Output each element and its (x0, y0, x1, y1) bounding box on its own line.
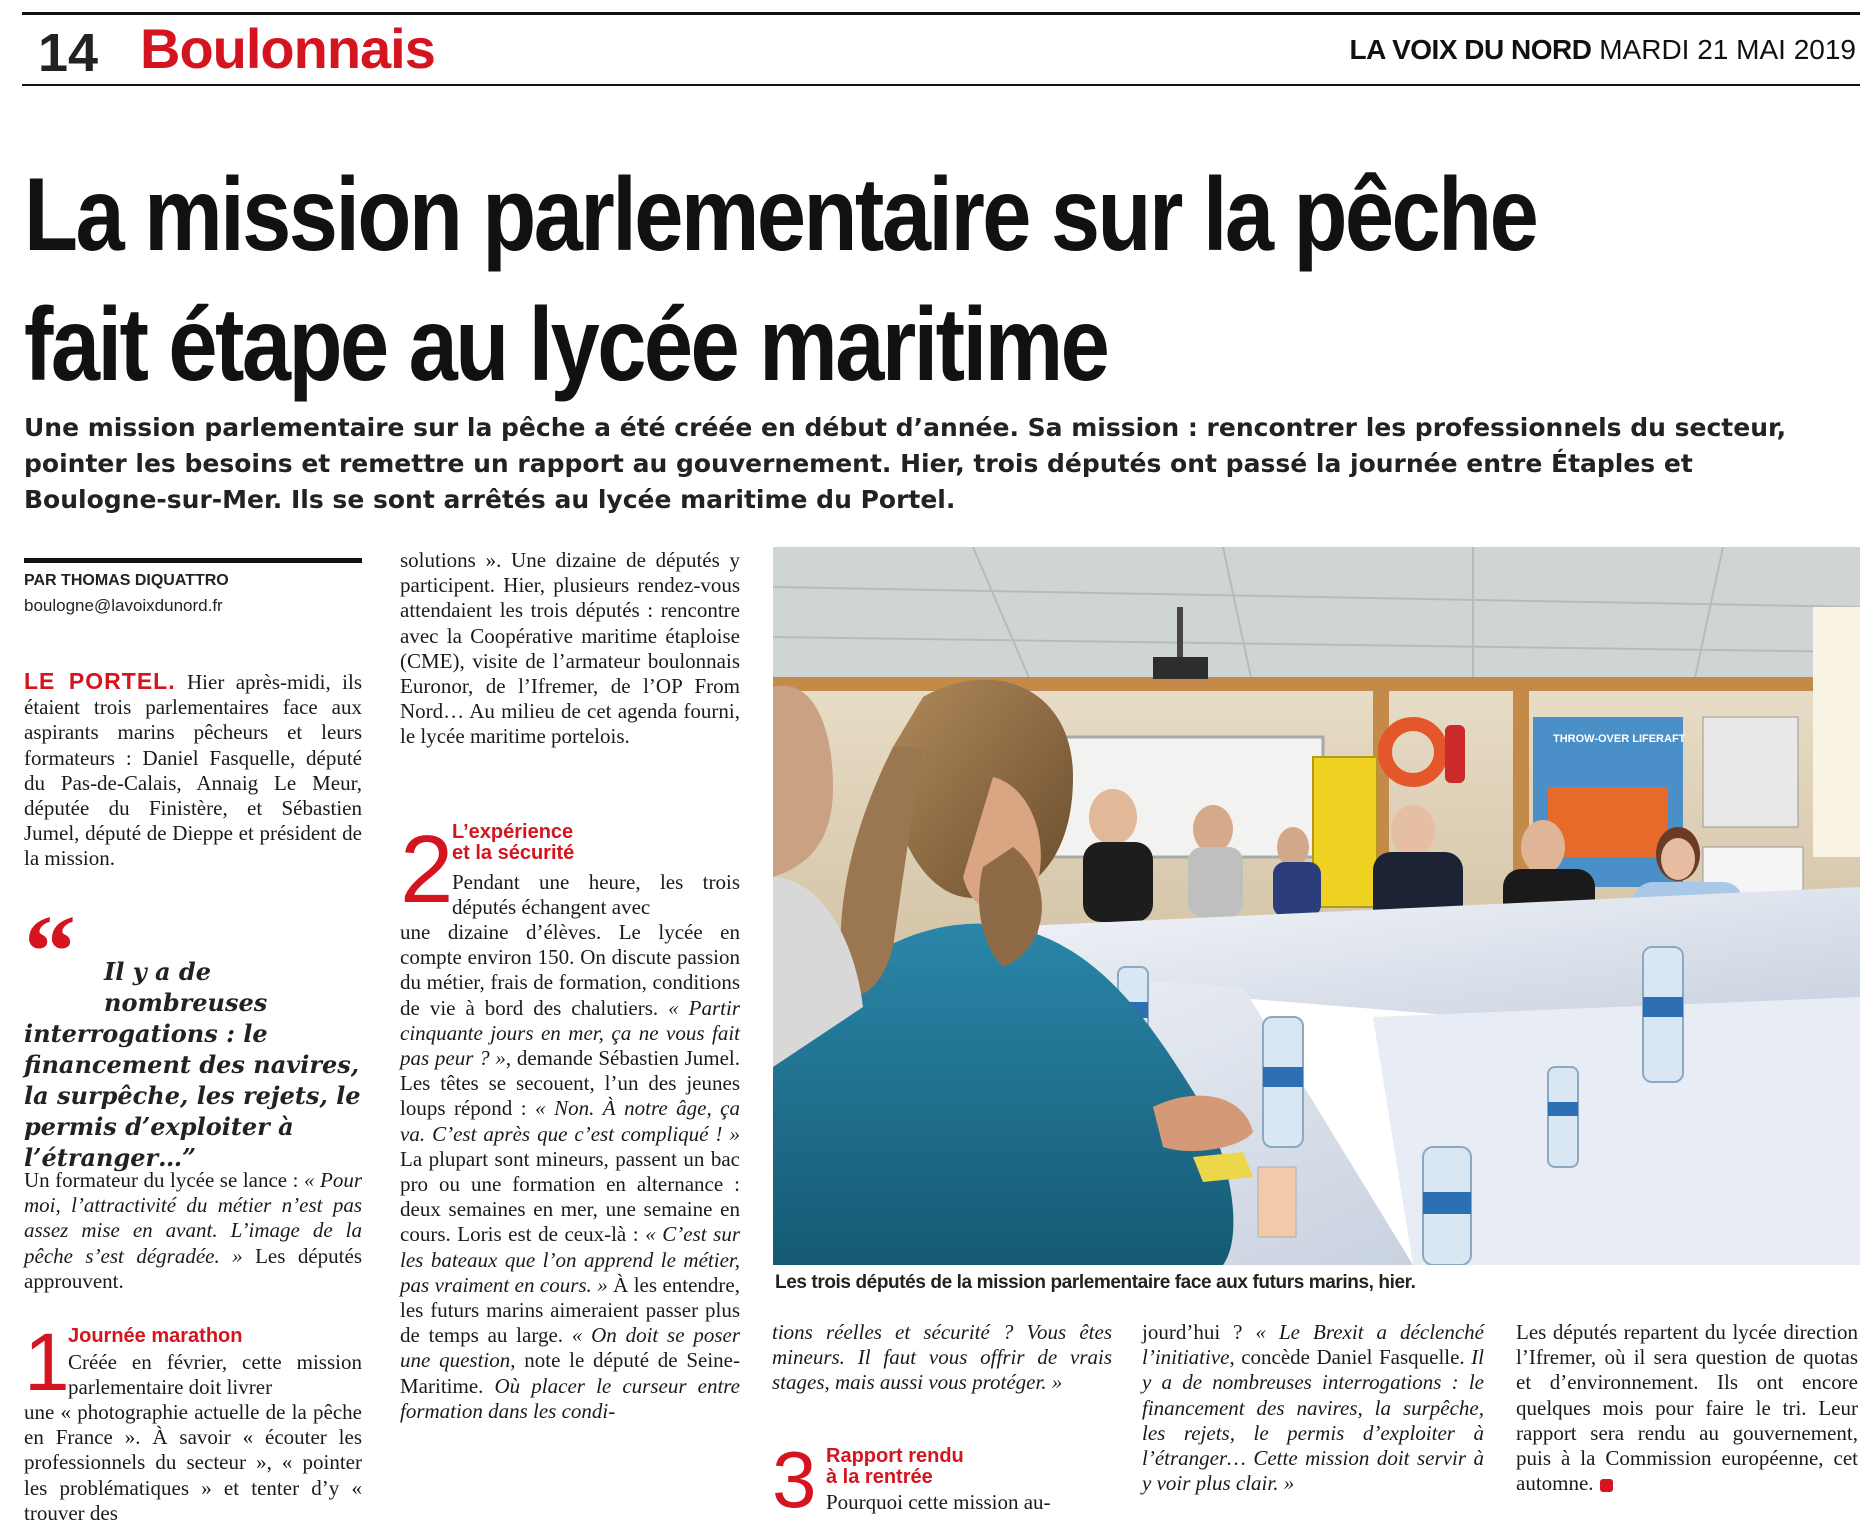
headline: La mission parlementaire sur la pêche fait étape au lycée maritime (24, 157, 1537, 403)
body-quote: Il y a de nombreuses interrogations : le financement des navires, la surpêche, les rejets, le permis d’exploiter à l’étranger… Cette mission doit servir à y voir plus clair. » (1142, 1345, 1484, 1496)
photo-caption: Les trois députés de la mission parlementaire face aux futurs marins, hier. (775, 1272, 1416, 1293)
section1-body-continued (24, 1400, 362, 1526)
byline-author: PAR THOMAS DIQUATTRO (24, 572, 229, 589)
section-number: 3 (772, 1435, 817, 1524)
body-text: À les entendre, les futurs marins aimeraient passer plus de temps au large. (400, 1272, 740, 1348)
body-text: Pendant une heure, les trois députés échangent avec (452, 870, 740, 920)
section-title-line: L’expérience (452, 821, 574, 843)
column5-body (1516, 1320, 1858, 1496)
intro-text: Hier après-midi, ils étaient trois parlementaires face aux aspirants marins pêcheurs et leurs formateurs : Daniel Fasquelle, député du Pas-de-Calais, Annaig Le Meur, députée du Finistère, et Sébastien Jumel, député de Dieppe et président de la mission. (24, 670, 363, 871)
body-text: Les députés repartent du lycée direction l’Ifremer, où il sera question de quotas et d’environnement. Ils ont encore quelques mois pour faire le tri. Leur rapport sera rendu au gouvernement, puis à la Commission européenne, cet automne. (1516, 1320, 1858, 1496)
body-text: Pourquoi cette mission au- (826, 1490, 1051, 1514)
byline-rule (24, 558, 362, 563)
masthead (1350, 34, 1856, 66)
poster-text: THROW-OVER LIFERAFT (1553, 733, 1686, 745)
body-quote: « Le Brexit a déclenché l’initiative (1142, 1320, 1484, 1370)
article-photo (773, 547, 1860, 1265)
dateline: LE PORTEL. (24, 668, 176, 694)
header-top-rule (22, 12, 1860, 15)
quote-mark-icon: “ (24, 894, 68, 1009)
section2-body-continued (400, 920, 740, 1424)
body-quote: tions réelles et sécurité ? Vous êtes mineurs. Il faut vous offrir de vrais stages, mais aussi vous protéger. » (772, 1320, 1112, 1395)
pull-quote (24, 956, 369, 1173)
body-text: , note le député de Seine-Maritime. (400, 1348, 740, 1398)
page-number: 14 (38, 23, 99, 83)
body-text: Un formateur du lycée se lance : (24, 1168, 304, 1192)
section-title-line: à la rentrée (826, 1466, 933, 1488)
section-title-line: Rapport rendu (826, 1445, 964, 1467)
section1-body (68, 1350, 362, 1400)
column1-body (24, 1168, 362, 1294)
body-text: La plupart sont mineurs, passent un bac pro ou une formation en alternance : deux semaines en mer, une semaine en cours. Loris est de ceux-là : (400, 1146, 740, 1247)
section-title-line: et la sécurité (452, 842, 575, 864)
section3-body (826, 1490, 1112, 1515)
section-title-3 (826, 1446, 964, 1488)
column4-body (1142, 1320, 1484, 1496)
body-text: , demande Sébastien Jumel. Les têtes se secouent, l’un des jeunes loups répond : (400, 1046, 740, 1121)
body-quote: « C’est sur les bateaux que l’on apprend le métier, pas vraiment en cours. » (400, 1222, 740, 1297)
body-quote: Où placer le curseur entre formation dans les condi- (400, 1373, 740, 1423)
pull-quote-line1: Il y a de nombreuses (104, 957, 268, 1017)
standfirst: Une mission parlementaire sur la pêche a été créée en début d’année. Sa mission : rencontrer les professionnels du secteur, pointer les besoins et remettre un rapport au gouvernement. Hier, trois députés ont passé la journée entre Étaples et Boulogne-sur-Mer. Ils se sont arrêtés au lycée maritime du Portel. (24, 413, 1787, 514)
header-bottom-rule (22, 84, 1860, 86)
column3-body (772, 1320, 1112, 1396)
body-text: une « photographie actuelle de la pêche en France ». À savoir « écouter les professionnels du secteur », « pointer les problématiques » et tenter d’y « trouver des (24, 1400, 362, 1525)
column2-top (400, 548, 740, 750)
body-text: jourd’hui ? (1142, 1320, 1256, 1344)
intro-paragraph (24, 668, 362, 872)
newspaper-name: LA VOIX DU NORD (1349, 34, 1592, 65)
body-quote: « On doit se poser une question (400, 1323, 740, 1373)
section-number: 1 (24, 1317, 70, 1408)
body-text: , concède Daniel Fasquelle. (1229, 1345, 1472, 1370)
end-of-article-icon (1600, 1479, 1613, 1492)
body-quote: « Non. À notre âge, ça va. C’est après que c’est compliqué ! » (400, 1096, 741, 1146)
section-title-2 (452, 822, 574, 864)
body-text: Créée en février, cette mission parlementaire doit livrer (68, 1350, 362, 1400)
pull-quote-rest: interrogations : le financement des navires, la surpêche, les rejets, le permis d’exploiter à l’étranger…” (24, 1019, 361, 1172)
body-text: Les députés approuvent. (24, 1243, 362, 1293)
body-quote: « Pour moi, l’attractivité du métier n’est pas assez mise en avant. L’image de la pêche s’est dégradée. » (24, 1168, 362, 1268)
section2-body (452, 870, 740, 920)
section-number: 2 (400, 816, 454, 923)
section-title-1: Journée marathon (68, 1325, 243, 1347)
body-quote: « Partir cinquante jours en mer, ça ne vous fait pas peur ? » (400, 995, 740, 1071)
body-text: une dizaine d’élèves. Le lycée en compte environ 150. On discute passion du métier, frais de formation, conditions de vie à bord des chalutiers. (400, 920, 740, 1020)
issue-date: MARDI 21 MAI 2019 (1599, 34, 1856, 65)
body-text: solutions ». Une dizaine de députés y participent. Hier, plusieurs rendez-vous attendaient les trois députés : rencontre avec la Coopérative maritime étaploise (CME), visite de l’armateur boulonnais Euronor, de l’Ifremer, de l’OP From Nord… Au milieu de cet agenda fourni, le lycée maritime portelois. (400, 548, 740, 749)
byline-email[interactable]: boulogne@lavoixdunord.fr (24, 596, 223, 615)
section-title: Boulonnais (140, 17, 435, 80)
